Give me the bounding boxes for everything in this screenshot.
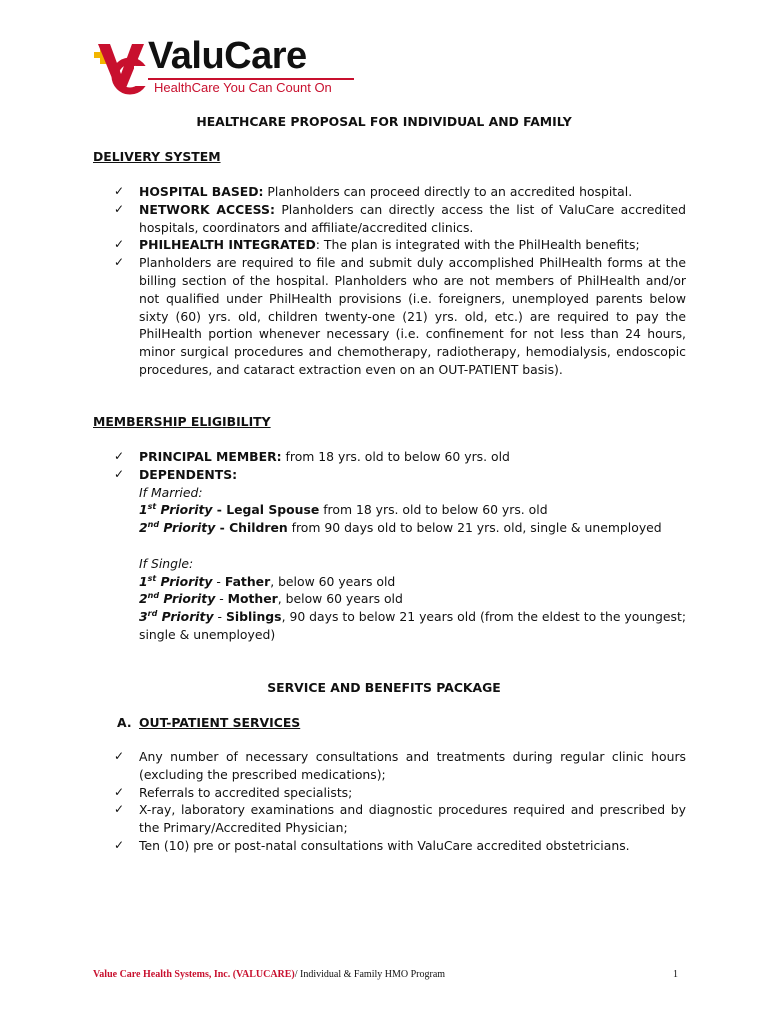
outpatient-services-heading: A. OUT-PATIENT SERVICES [117, 715, 301, 730]
footer-company: Value Care Health Systems, Inc. (VALUCARE) [93, 969, 295, 980]
check-icon: ✓ [114, 449, 125, 463]
check-icon: ✓ [114, 802, 125, 817]
list-item: ✓ Referrals to accredited specialists; [114, 784, 353, 800]
married-dependents: If Married: 1st Priority - Legal Spouse from 18 yrs. old to below 60 yrs. old 2nd Priority - Children from 90 days old to below 21 yrs. old, single & unemployed [139, 484, 662, 536]
list-item: ✓ Planholders are required to file and submit duly accomplished PhilHealth forms at the billing section of the hospital. Planholders who are not members of PhilHealth and/or not qualified under PhilHealth provisions (i.e. foreigners, unemployed parents below sixty (60) yrs. old, children twenty-one (21) yrs. old, etc.) are required to pay the PhilHealth portion whenever necessary (i.e. confinement for not less than 24 hours, minor surgical procedures and chemotherapy, radiotherapy, hemodialysis, endoscopic procedures, and cataract extraction even on an OUT-PATIENT basis). [114, 255, 686, 377]
outpatient-services-list [114, 748, 686, 855]
list-item: ✓ DEPENDENTS: If Married: 1st Priority - Legal Spouse from 18 yrs. old to below 60 yrs. old 2nd Priority - Children from 90 days old to below 21 yrs. old, single & unemployed If Single: 1st Priority - Father, below 60 years old 2nd Priority - Mother, below 60 years old 3rd Priority - Siblings, 90 days to below 21 years old (from the eldest to the youngest; single & unemployed) [114, 466, 686, 642]
check-icon: ✓ [114, 201, 125, 216]
document-title: HEALTHCARE PROPOSAL FOR INDIVIDUAL AND FAMILY [196, 114, 572, 129]
membership-eligibility-heading: MEMBERSHIP ELIGIBILITY [93, 414, 271, 429]
check-icon: ✓ [114, 837, 125, 852]
check-icon: ✓ [114, 237, 125, 252]
valucare-emblem-icon [94, 40, 150, 98]
page-footer [93, 969, 445, 980]
list-item: ✓ X-ray, laboratory examinations and diagnostic procedures required and prescribed by the Primary/Accredited Physician; [114, 802, 686, 836]
check-icon: ✓ [114, 784, 125, 799]
list-item: ✓ HOSPITAL BASED: Planholders can proceed directly to an accredited hospital. [114, 184, 633, 199]
list-item: ✓ Ten (10) pre or post-natal consultations with ValuCare accredited obstetricians. [114, 837, 630, 853]
list-item: ✓ NETWORK ACCESS: Planholders can directly access the list of ValuCare accredited hospitals, coordinators and affiliate/accredited clinics. [114, 201, 686, 235]
footer-program: / Individual & Family HMO Program [294, 969, 446, 980]
logo-wordmark: ValuCare [148, 35, 307, 77]
service-benefits-heading: SERVICE AND BENEFITS PACKAGE [267, 680, 501, 695]
logo-tagline: HealthCare You Can Count On [154, 80, 332, 95]
single-dependents: If Single: 1st Priority - Father, below 60 years old 2nd Priority - Mother, below 60 years old 3rd Priority - Siblings, 90 days to below 21 years old (from the eldest to the youngest; single & unemployed) [139, 555, 686, 642]
delivery-system-heading: DELIVERY SYSTEM [93, 149, 221, 164]
delivery-system-list [114, 183, 686, 379]
check-icon: ✓ [114, 255, 125, 270]
list-item: ✓ PRINCIPAL MEMBER: from 18 yrs. old to below 60 yrs. old [114, 449, 510, 464]
list-item: ✓ PHILHEALTH INTEGRATED: The plan is integrated with the PhilHealth benefits; [114, 237, 640, 253]
check-icon: ✓ [114, 466, 125, 481]
check-icon: ✓ [114, 749, 125, 763]
valucare-logo [94, 35, 356, 98]
list-item: ✓ Any number of necessary consultations and treatments during regular clinic hours (excluding the prescribed medications); [114, 749, 686, 782]
page-number: 1 [673, 969, 678, 980]
membership-list [114, 448, 686, 644]
check-icon: ✓ [114, 184, 125, 198]
